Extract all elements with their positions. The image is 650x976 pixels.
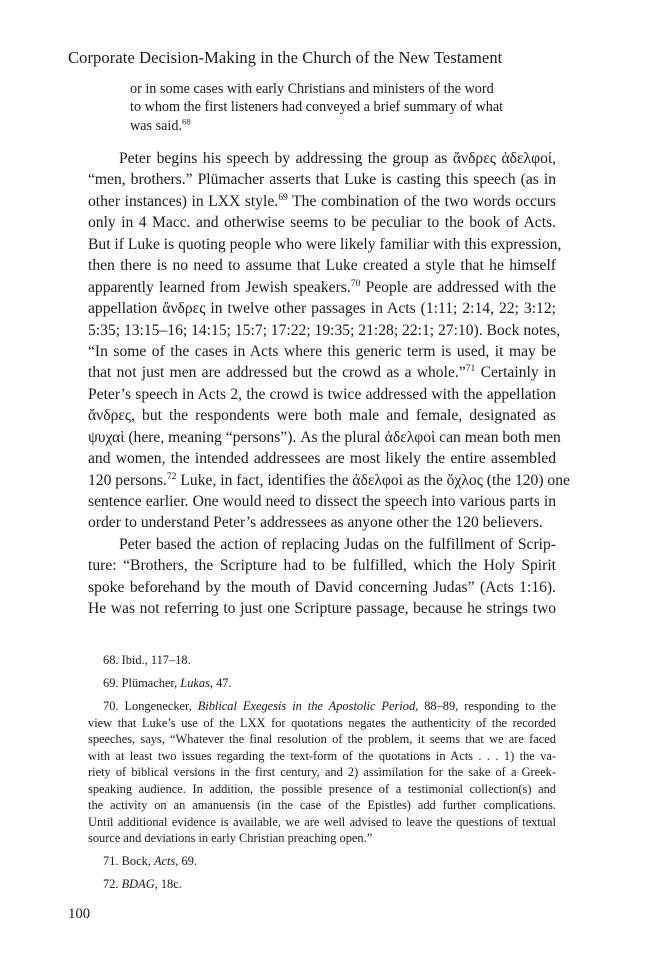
footnote-text: , 18c. xyxy=(154,877,182,891)
text-segment: The combination of the two words occurs xyxy=(287,192,557,210)
footnote-title: BDAG xyxy=(121,877,155,891)
footnote-line: source and deviations in early Christian preaching open.” xyxy=(88,831,373,845)
text-line: But if Luke is quoting people who were likely familiar with this expression, xyxy=(88,235,562,253)
text-segment: 120 persons. xyxy=(88,471,167,489)
footnote-title: Acts xyxy=(153,854,176,868)
text-segment: other instances) in LXX style. xyxy=(88,192,279,210)
block-quote-line: or in some cases with early Christians and ministers of the word xyxy=(130,81,494,97)
footnote-number: 68. xyxy=(103,653,119,667)
block-quote-line: to whom the first listeners had conveyed a brief summary of what xyxy=(130,99,504,116)
footnote-number: 70. xyxy=(103,699,119,713)
footnote-text: , 47. xyxy=(209,676,232,690)
footnote-70 xyxy=(88,698,556,847)
text-line: and women, the intended addressees are most likely the entire assembled xyxy=(88,450,556,468)
text-line xyxy=(88,470,570,491)
footnote-text: , 69. xyxy=(175,854,197,868)
footnote-title: Biblical Exegesis in the Apostolic Period xyxy=(197,699,416,713)
footnote-ref-70: 70 xyxy=(350,277,361,289)
text-segment: Certainly in xyxy=(475,364,556,382)
text-line: 5:35; 13:15–16; 14:15; 15:7; 17:22; 19:35; 21:28; 22:1; 27:10). Bock notes, xyxy=(88,321,561,339)
footnote-line xyxy=(88,652,556,669)
text-segment: People are addressed with the xyxy=(360,278,556,296)
footnote-69 xyxy=(88,675,556,692)
footnote-line xyxy=(88,876,556,893)
text-line: sentence earlier. One would need to dissect the speech into various parts in xyxy=(88,493,556,510)
footnote-72 xyxy=(88,876,556,893)
block-quote-line xyxy=(130,117,530,135)
footnote-number: 69. xyxy=(103,676,119,690)
text-line: Peter’s speech in Acts 2, the crowd is twice addressed with the appellation xyxy=(88,385,556,403)
text-line: spoke beforehand by the mouth of David concerning Judas” (Acts 1:16). xyxy=(88,578,556,596)
footnote-line xyxy=(88,675,556,692)
running-head: Corporate Decision-Making in the Church of the New Testament xyxy=(68,48,503,67)
block-quote-text: was said. xyxy=(130,117,183,134)
footnote-line: the activity on an amanuensis (in the case of the Epistles) add further complications. xyxy=(88,798,556,812)
text-line: ἄνδρες, but the respondents were both male and female, designated as xyxy=(88,407,556,425)
text-line: “men, brothers.” Plümacher asserts that Luke is casting this speech (as in xyxy=(88,171,556,189)
footnote-line: speaking audience. In addition, the possible presence of a testimonial collection(s) and xyxy=(88,781,556,796)
text-line: then there is no need to assume that Luke created a style that he himself xyxy=(88,257,556,275)
footnotes xyxy=(88,652,556,899)
text-segment: apparently learned from Jewish speakers. xyxy=(88,278,351,296)
text-line: Peter begins his speech by addressing the group as ἄνδρες ἀδελφοί, xyxy=(119,150,556,167)
text-line xyxy=(88,191,556,212)
text-line: order to understand Peter’s addressees as anyone other the 120 believers. xyxy=(88,514,543,532)
footnote-line: view that Luke’s use of the LXX for quotations negates the authenticity of the recorded xyxy=(88,715,556,730)
footnote-71 xyxy=(88,853,556,870)
footnote-68 xyxy=(88,652,556,669)
main-text xyxy=(88,148,570,620)
text-segment: Luke, in fact, identifies the ἀδελφοὶ as the ὄχλος (the 120) one xyxy=(176,471,570,489)
footnote-text: Ibid., 117–18. xyxy=(121,653,191,667)
text-line xyxy=(88,277,556,298)
text-line: appellation ἄνδρες in twelve other passages in Acts (1:11; 2:14, 22; 3:12; xyxy=(88,300,556,318)
text-line xyxy=(88,362,556,383)
footnote-ref-68: 68 xyxy=(182,116,191,127)
footnote-number: 72. xyxy=(103,877,119,891)
text-line: only in 4 Macc. and otherwise seems to be peculiar to the book of Acts. xyxy=(88,214,556,232)
text-line: ture: “Brothers, the Scripture had to be fulfilled, which the Holy Spirit xyxy=(88,557,556,575)
footnote-number: 71. xyxy=(103,854,119,868)
footnote-line: riety of biblical versions in the first century, and 2) assimilation for the sake of a Greek- xyxy=(88,765,556,779)
footnote-text: Longenecker, xyxy=(124,699,198,713)
footnote-line: with at least two issues regarding the text-form of the quotations in Acts . . . 1) the va- xyxy=(88,748,556,763)
text-line: He was not referring to just one Scripture passage, because he strings two xyxy=(88,600,556,618)
page-number: 100 xyxy=(68,906,91,922)
footnote-title: Lukas xyxy=(180,676,210,690)
block-quote xyxy=(130,80,530,135)
footnote-text: Plümacher, xyxy=(121,676,181,690)
footnote-text: , 88–89, responding to the xyxy=(415,699,556,713)
text-line: “In some of the cases in Acts where this generic term is used, it may be xyxy=(88,342,556,360)
text-line: ψυχαὶ (here, meaning “persons”). As the plural ἀδελφοὶ can mean both men xyxy=(88,428,561,446)
text-line: Peter based the action of replacing Judas on the fulfillment of Scrip- xyxy=(119,535,556,553)
footnote-line: Until additional evidence is available, we are well advised to leave the questions of textual xyxy=(88,814,556,829)
text-segment: that not just men are addressed but the crowd as a whole.” xyxy=(88,364,466,382)
footnote-ref-69: 69 xyxy=(278,191,288,203)
footnote-line: speeches, says, “Whatever the final resolution of the problem, it seems that we are faced xyxy=(88,732,556,746)
footnote-ref-72: 72 xyxy=(166,470,177,482)
footnote-line xyxy=(88,853,556,870)
footnote-line xyxy=(88,698,556,715)
footnote-text: Bock, xyxy=(121,854,154,868)
footnote-ref-71: 71 xyxy=(465,363,476,375)
